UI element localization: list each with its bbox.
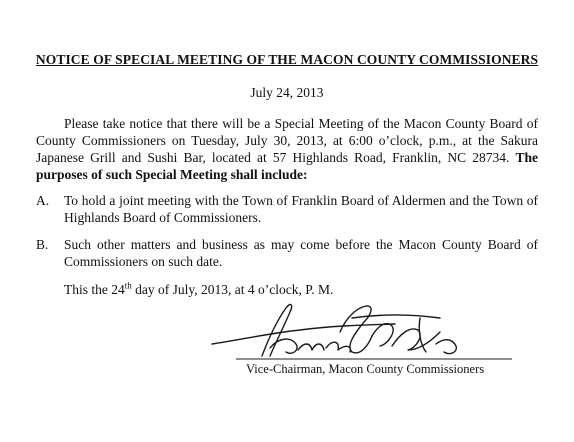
list-item-text: To hold a joint meeting with the Town of Franklin Board of Aldermen and the Town of Highlands Board of Commissioners.: [64, 193, 538, 225]
signature-scribble: [212, 305, 456, 356]
closing-prefix: This the 24: [64, 282, 125, 297]
closing-suffix: day of July, 2013, at 4 o’clock, P. M.: [131, 282, 334, 297]
signature-caption: Vice-Chairman, Macon County Commissioners: [246, 362, 485, 376]
intro-text: Please take notice that there will be a Special Meeting of the Macon County Board of County Commissioners on Tuesday, July 30, 2013, at 6:00 o’clock, p.m., at the Sakura Japanese Grill and Sushi Bar, located at 57 Highlands Road, Franklin, NC 28734.: [36, 116, 538, 165]
list-item-text: Such other matters and business as may come before the Macon County Board of Commissioners on such date.: [64, 237, 538, 269]
list-item-marker: A.: [36, 193, 50, 208]
list-item-marker: B.: [36, 237, 49, 252]
closing-ordinal: th: [124, 280, 132, 291]
notice-date: July 24, 2013: [250, 85, 324, 100]
intro-bold-text: The purposes of such Special Meeting shall include:: [36, 150, 538, 182]
notice-title: NOTICE OF SPECIAL MEETING OF THE MACON COUNTY COMMISSIONERS: [35, 52, 539, 67]
